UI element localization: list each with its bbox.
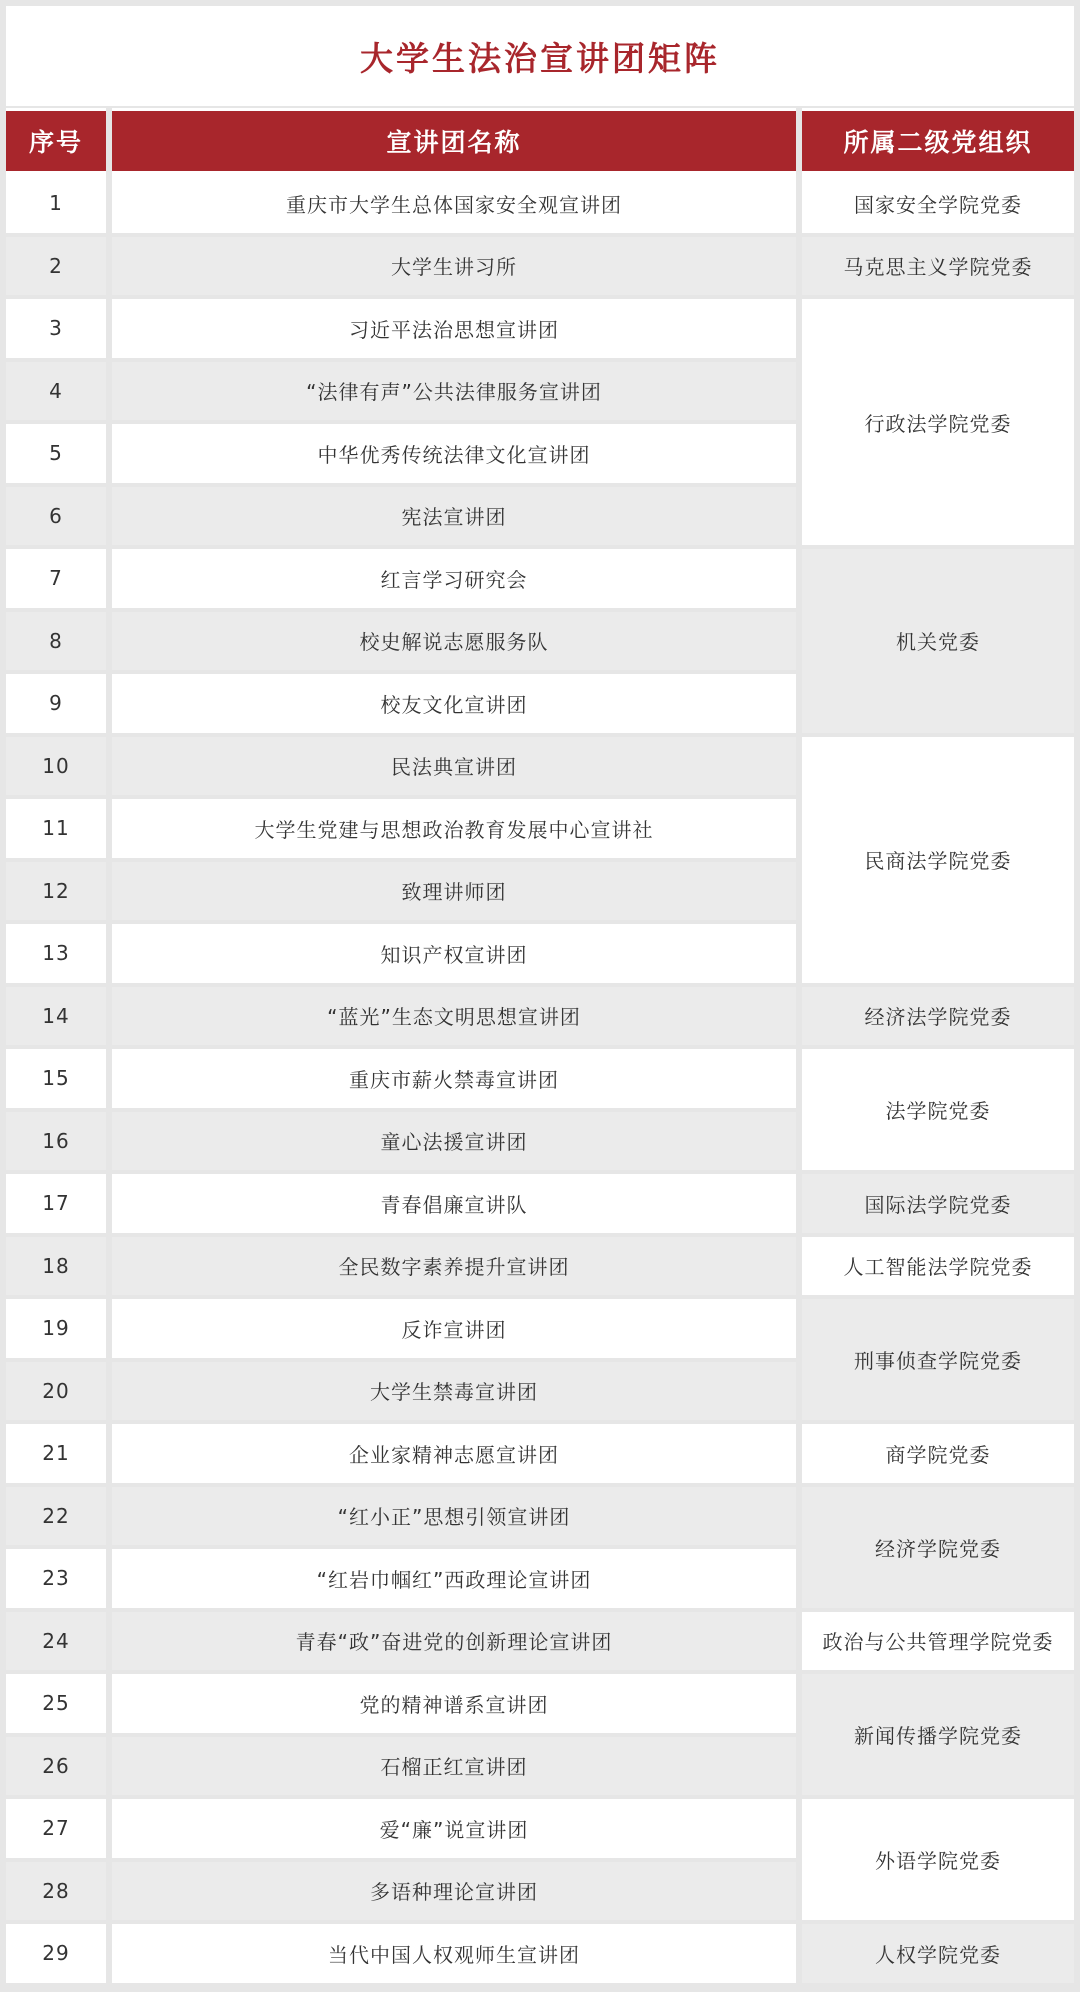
table-title: 大学生法治宣讲团矩阵 [360,38,720,78]
row-number: 21 [6,1424,106,1483]
party-org: 刑事侦查学院党委 [802,1299,1074,1420]
row-number: 29 [6,1924,106,1983]
header-org: 所属二级党组织 [802,108,1074,174]
team-name: 民法典宣讲团 [112,737,796,796]
row-number: 1 [6,174,106,233]
team-name: 宪法宣讲团 [112,487,796,546]
team-name: 红言学习研究会 [112,549,796,608]
team-name: 知识产权宣讲团 [112,924,796,983]
row-number: 18 [6,1237,106,1296]
party-org: 经济学院党委 [802,1487,1074,1608]
team-name: 企业家精神志愿宣讲团 [112,1424,796,1483]
team-name: 爱“廉”说宣讲团 [112,1799,796,1858]
row-number: 12 [6,862,106,921]
row-number: 22 [6,1487,106,1546]
party-org: 人工智能法学院党委 [802,1237,1074,1296]
row-number: 27 [6,1799,106,1858]
party-org: 经济法学院党委 [802,987,1074,1046]
row-number: 8 [6,612,106,671]
row-number: 20 [6,1362,106,1421]
row-number: 6 [6,487,106,546]
team-name: 重庆市大学生总体国家安全观宣讲团 [112,174,796,233]
row-number: 24 [6,1612,106,1671]
party-org: 行政法学院党委 [802,299,1074,545]
row-number: 14 [6,987,106,1046]
header-name: 宣讲团名称 [112,108,796,174]
team-name: 中华优秀传统法律文化宣讲团 [112,424,796,483]
row-number: 4 [6,362,106,421]
team-name: 重庆市薪火禁毒宣讲团 [112,1049,796,1108]
row-number: 13 [6,924,106,983]
row-number: 15 [6,1049,106,1108]
party-org: 国家安全学院党委 [802,174,1074,233]
team-name: “红小正”思想引领宣讲团 [112,1487,796,1546]
title-box [6,6,1074,106]
team-name: 青春“政”奋进党的创新理论宣讲团 [112,1612,796,1671]
header-no: 序号 [6,108,106,174]
party-org: 政治与公共管理学院党委 [802,1612,1074,1671]
team-name: 全民数字素养提升宣讲团 [112,1237,796,1296]
party-org: 国际法学院党委 [802,1174,1074,1233]
team-name: 党的精神谱系宣讲团 [112,1674,796,1733]
team-name: 青春倡廉宣讲队 [112,1174,796,1233]
row-number: 19 [6,1299,106,1358]
party-org: 人权学院党委 [802,1924,1074,1983]
row-number: 9 [6,674,106,733]
party-org: 外语学院党委 [802,1799,1074,1920]
team-name: 大学生讲习所 [112,237,796,296]
party-org: 法学院党委 [802,1049,1074,1170]
row-number: 7 [6,549,106,608]
team-name: 大学生禁毒宣讲团 [112,1362,796,1421]
row-number: 5 [6,424,106,483]
row-number: 17 [6,1174,106,1233]
row-number: 25 [6,1674,106,1733]
row-number: 3 [6,299,106,358]
team-name: 致理讲师团 [112,862,796,921]
row-number: 26 [6,1737,106,1796]
row-number: 2 [6,237,106,296]
team-name: 石榴正红宣讲团 [112,1737,796,1796]
team-name: 大学生党建与思想政治教育发展中心宣讲社 [112,799,796,858]
row-number: 16 [6,1112,106,1171]
party-org: 新闻传播学院党委 [802,1674,1074,1795]
party-org: 商学院党委 [802,1424,1074,1483]
team-name: 多语种理论宣讲团 [112,1862,796,1921]
team-name: 校史解说志愿服务队 [112,612,796,671]
party-org: 机关党委 [802,549,1074,733]
team-name: 当代中国人权观师生宣讲团 [112,1924,796,1983]
row-number: 10 [6,737,106,796]
row-number: 23 [6,1549,106,1608]
team-name: 校友文化宣讲团 [112,674,796,733]
team-name: “红岩巾帼红”西政理论宣讲团 [112,1549,796,1608]
team-name: 反诈宣讲团 [112,1299,796,1358]
party-org: 民商法学院党委 [802,737,1074,983]
row-number: 11 [6,799,106,858]
team-name: “法律有声”公共法律服务宣讲团 [112,362,796,421]
team-name: “蓝光”生态文明思想宣讲团 [112,987,796,1046]
team-name: 童心法援宣讲团 [112,1112,796,1171]
row-number: 28 [6,1862,106,1921]
team-name: 习近平法治思想宣讲团 [112,299,796,358]
party-org: 马克思主义学院党委 [802,237,1074,296]
